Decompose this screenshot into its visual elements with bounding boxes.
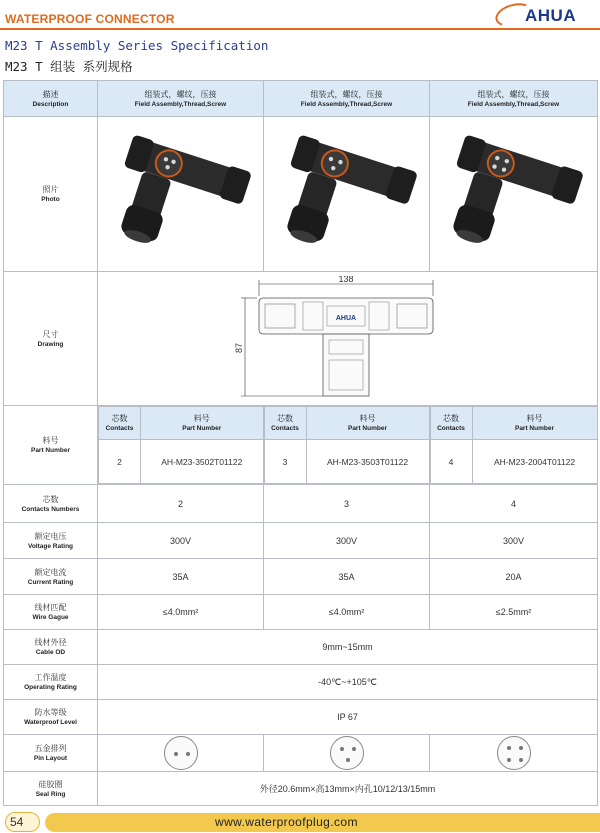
photo-cell [98, 117, 264, 272]
drawing-row [4, 272, 598, 406]
pin-layout-label-en: Pin Layout [33, 755, 68, 762]
part-number-value: AH-M23-3502T01122 [141, 440, 264, 484]
operating-value: -40℃~+105℃ [98, 665, 598, 700]
pin-layout-2-icon [164, 736, 198, 770]
drawing-logo: AHUA [335, 315, 356, 322]
contacts-header [264, 407, 306, 440]
operating-label-cn: 工作温度 [34, 673, 67, 682]
pn-header [141, 407, 264, 440]
photo-cell [264, 117, 430, 272]
wire-value: ≤4.0mm² [264, 595, 430, 630]
waterproof-value: IP 67 [98, 700, 598, 735]
voltage-label-en: Voltage Rating [27, 542, 74, 550]
desc-cn: 组装式，螺纹，压接 [310, 89, 383, 99]
contacts-header [430, 407, 472, 440]
operating-label-en: Operating Rating [24, 684, 77, 691]
page-header [0, 0, 600, 30]
connector-photo-icon [98, 124, 266, 264]
part-number-cell [98, 406, 264, 485]
operating-label [4, 665, 98, 700]
wire-label-cn: 线材匹配 [34, 603, 67, 612]
cable-od-value: 9mm~15mm [98, 630, 598, 665]
desc-en: Field Assembly,Thread,Screw [300, 100, 393, 108]
pn-header-cn: 料号 [193, 414, 210, 423]
wire-label-en: Wire Gague [32, 614, 69, 621]
part-number-value: AH-M23-3503T01122 [306, 440, 429, 484]
part-number-cell [264, 406, 430, 485]
part-number-cell [430, 406, 598, 485]
contacts-numbers-value: 3 [264, 485, 430, 523]
logo-text: AHUA [525, 6, 577, 25]
part-number-label-cn: 料号 [42, 436, 59, 445]
waterproof-label-cn: 防水等级 [34, 708, 67, 717]
voltage-value: 300V [430, 523, 598, 559]
title-english: M23 T Assembly Series Specification [5, 38, 269, 53]
desc-en: Field Assembly,Thread,Screw [134, 100, 227, 108]
cable-od-label-en: Cable OD [35, 649, 66, 656]
description-label [4, 81, 98, 117]
seal-ring-row [4, 772, 598, 806]
waterproof-row [4, 700, 598, 735]
voltage-row [4, 523, 598, 559]
photo-cell [430, 117, 598, 272]
website-link[interactable]: www.waterproofplug.com [215, 815, 358, 829]
title-chinese: M23 T 组装 系列规格 [5, 59, 133, 74]
pn-header [472, 407, 597, 440]
seal-ring-value: 外径20.6mm×高13mm×内孔10/12/13/15mm [98, 772, 598, 806]
wire-label [4, 595, 98, 630]
current-label-cn: 额定电流 [34, 567, 67, 577]
cable-od-label-cn: 线材外径 [34, 638, 67, 647]
current-label-en: Current Rating [27, 578, 74, 586]
description-cell [430, 81, 598, 117]
part-number-label [4, 406, 98, 485]
description-label-cn: 描述 [42, 89, 59, 99]
description-cell [98, 81, 264, 117]
width-dimension: 138 [337, 276, 354, 284]
pin-layout-cell [264, 735, 430, 772]
contacts-header-en: Contacts [271, 425, 299, 432]
pin-layout-label [4, 735, 98, 772]
connector-photo-icon [430, 124, 598, 264]
seal-ring-label-en: Seal Ring [35, 790, 66, 798]
contacts-header-en: Contacts [105, 425, 134, 432]
pn-header-cn: 料号 [526, 414, 543, 423]
dimension-drawing [223, 276, 473, 401]
contacts-value: 4 [430, 440, 472, 484]
wire-value: ≤4.0mm² [98, 595, 264, 630]
voltage-value: 300V [98, 523, 264, 559]
current-value: 35A [98, 559, 264, 595]
desc-en: Field Assembly,Thread,Screw [467, 100, 560, 108]
drawing-cell [98, 272, 598, 406]
desc-cn: 组装式，螺纹，压接 [144, 89, 217, 99]
current-value: 35A [264, 559, 430, 595]
cable-od-row [4, 630, 598, 665]
seal-ring-label [4, 772, 98, 806]
header-divider [0, 28, 600, 30]
pin-layout-cell [430, 735, 598, 772]
contacts-numbers-value: 4 [430, 485, 598, 523]
photo-label-en: Photo [41, 196, 60, 203]
page-number: 54 [10, 815, 24, 829]
brand-logo [495, 2, 590, 26]
contacts-numbers-label [4, 485, 98, 523]
current-row [4, 559, 598, 595]
pn-header-en: Part Number [347, 425, 387, 432]
drawing-label-cn: 尺寸 [42, 329, 59, 339]
waterproof-label [4, 700, 98, 735]
wire-value: ≤2.5mm² [430, 595, 598, 630]
desc-cn: 组装式，螺纹，压接 [477, 89, 550, 99]
drawing-label [4, 272, 98, 406]
contacts-header-cn: 芯数 [111, 414, 128, 423]
wire-row [4, 595, 598, 630]
contacts-numbers-label-cn: 芯数 [42, 494, 59, 504]
voltage-label [4, 523, 98, 559]
pin-layout-3-icon [330, 736, 364, 770]
contacts-numbers-row [4, 485, 598, 523]
part-number-value: AH-M23-2004T01122 [472, 440, 597, 484]
connector-photo-icon [264, 124, 432, 264]
part-number-label-en: Part Number [30, 447, 70, 454]
contacts-numbers-label-en: Contacts Numbers [21, 505, 80, 513]
contacts-header-cn: 芯数 [443, 414, 459, 423]
voltage-label-cn: 额定电压 [34, 531, 67, 541]
contacts-header [99, 407, 141, 440]
contacts-value: 3 [264, 440, 306, 484]
contacts-value: 2 [99, 440, 141, 484]
description-row [4, 81, 598, 117]
operating-row [4, 665, 598, 700]
pn-header [306, 407, 429, 440]
spec-table [3, 80, 598, 806]
description-label-en: Description [32, 100, 69, 108]
voltage-value: 300V [264, 523, 430, 559]
part-number-row [4, 406, 598, 485]
pn-header-en: Part Number [514, 425, 554, 432]
current-label [4, 559, 98, 595]
pn-header-cn: 料号 [359, 414, 376, 423]
contacts-numbers-value: 2 [98, 485, 264, 523]
current-value: 20A [430, 559, 598, 595]
photo-label [4, 117, 98, 272]
description-cell [264, 81, 430, 117]
cable-od-label [4, 630, 98, 665]
seal-ring-label-cn: 硅胶圈 [38, 779, 63, 789]
waterproof-label-en: Waterproof Level [24, 719, 77, 726]
contacts-header-en: Contacts [437, 425, 465, 432]
photo-row [4, 117, 598, 272]
pn-header-en: Part Number [182, 425, 222, 432]
height-dimension: 87 [233, 342, 244, 354]
drawing-label-en: Drawing [37, 340, 64, 348]
pin-layout-4-icon [497, 736, 531, 770]
pin-layout-cell [98, 735, 264, 772]
photo-label-cn: 照片 [42, 185, 59, 194]
pin-layout-row [4, 735, 598, 772]
contacts-header-cn: 芯数 [277, 414, 293, 423]
header-title: WATERPROOF CONNECTOR [5, 12, 175, 26]
pin-layout-label-cn: 五金排列 [34, 744, 67, 753]
page-footer [0, 810, 600, 833]
